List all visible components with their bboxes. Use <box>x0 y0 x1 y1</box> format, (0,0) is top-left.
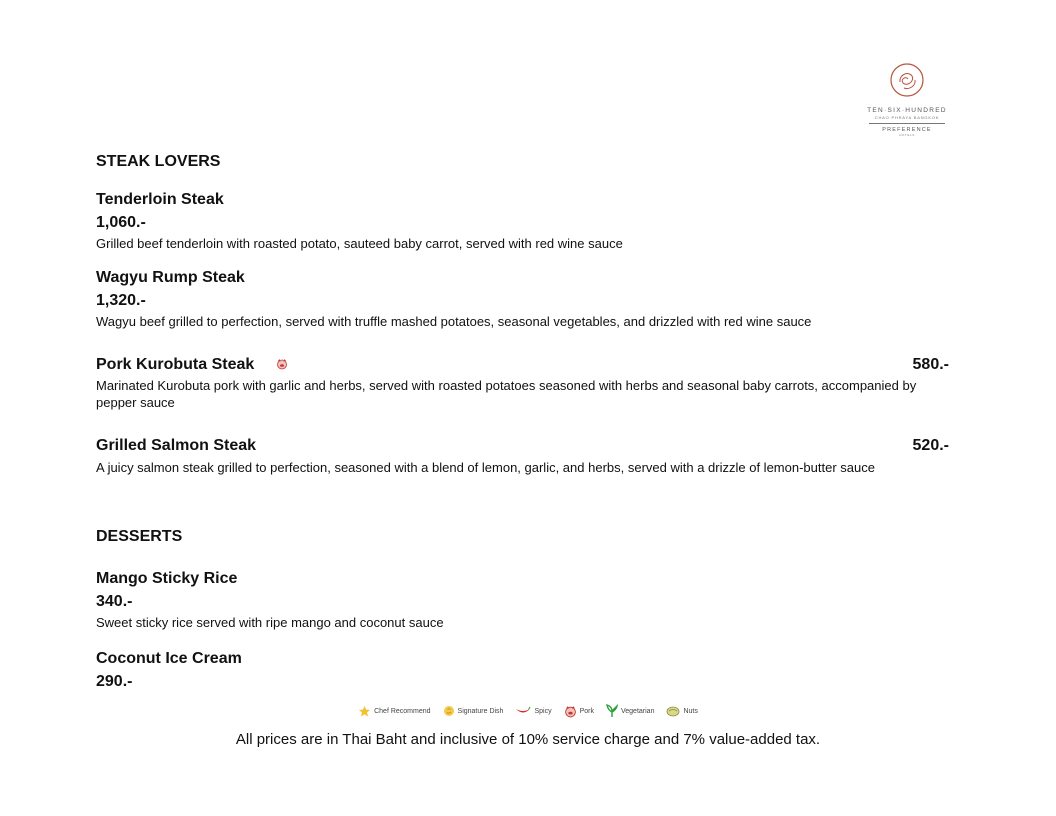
nuts-icon <box>666 705 680 717</box>
item-name: Mango Sticky Rice <box>96 570 238 587</box>
legend-label: Spicy <box>534 707 552 715</box>
legend-item <box>515 706 551 716</box>
item-name: Tenderloin Steak <box>96 191 224 208</box>
legend-label: Signature Dish <box>457 707 504 715</box>
section-title: STEAK LOVERS <box>96 153 221 170</box>
legend-label: Pork <box>579 707 594 715</box>
pork-icon <box>276 358 288 370</box>
item-price: 290.- <box>96 673 133 690</box>
item-description: Sweet sticky rice served with ripe mango and coconut sauce <box>96 615 444 630</box>
chili-icon <box>515 706 531 716</box>
item-name: Pork Kurobuta Steak <box>96 356 255 373</box>
item-description: Grilled beef tenderloin with roasted potato, sauteed baby carrot, served with red wine sauce <box>96 236 623 251</box>
price-disclaimer: All prices are in Thai Baht and inclusive of 10% service charge and 7% value-added tax. <box>235 731 821 748</box>
item-price: 580.- <box>912 356 949 373</box>
section-title: DESSERTS <box>96 528 183 545</box>
legend-item <box>606 704 654 718</box>
item-description: A juicy salmon steak grilled to perfection, seasoned with a blend of lemon, garlic, and herbs, served with a drizzle of lemon-butter sauce <box>96 460 875 475</box>
hotel-logo <box>866 62 948 137</box>
legend-label: Nuts <box>683 707 698 715</box>
logo-subtitle-text: CHAO PHRAYA BANGKOK <box>874 115 940 120</box>
legend-item <box>443 705 504 717</box>
logo-partner-sub-text: HOTELS <box>899 133 915 137</box>
item-price: 520.- <box>912 437 949 454</box>
logo-emblem-icon <box>889 62 925 98</box>
item-description: Marinated Kurobuta pork with garlic and herbs, served with roasted potatoes seasoned with herbs and seasonal baby carrots, accompanied by pepper sauce <box>96 378 917 410</box>
icon-legend <box>0 704 1056 718</box>
pork-icon <box>564 705 577 718</box>
item-description: Wagyu beef grilled to perfection, served with truffle mashed potatoes, seasonal vegetables, and drizzled with red wine sauce <box>96 314 812 329</box>
legend-item <box>666 705 697 717</box>
logo-partner-text: PREFERENCE <box>882 127 932 133</box>
item-price: 340.- <box>96 593 133 610</box>
legend-item <box>358 705 430 718</box>
legend-label: Vegetarian <box>620 707 655 715</box>
item-price: 1,320.- <box>96 292 146 309</box>
logo-brand-text: TEN·SIX·HUNDRED <box>867 107 947 114</box>
vegetarian-icon <box>606 704 618 718</box>
logo-divider <box>869 123 945 124</box>
item-name: Grilled Salmon Steak <box>96 437 257 454</box>
item-price: 1,060.- <box>96 214 146 231</box>
legend-item <box>564 705 594 718</box>
item-name: Coconut Ice Cream <box>96 650 242 667</box>
item-name: Wagyu Rump Steak <box>96 269 245 286</box>
star-icon <box>358 705 371 718</box>
signature-dish-icon <box>443 705 455 717</box>
legend-label: Chef Recommend <box>374 707 431 715</box>
